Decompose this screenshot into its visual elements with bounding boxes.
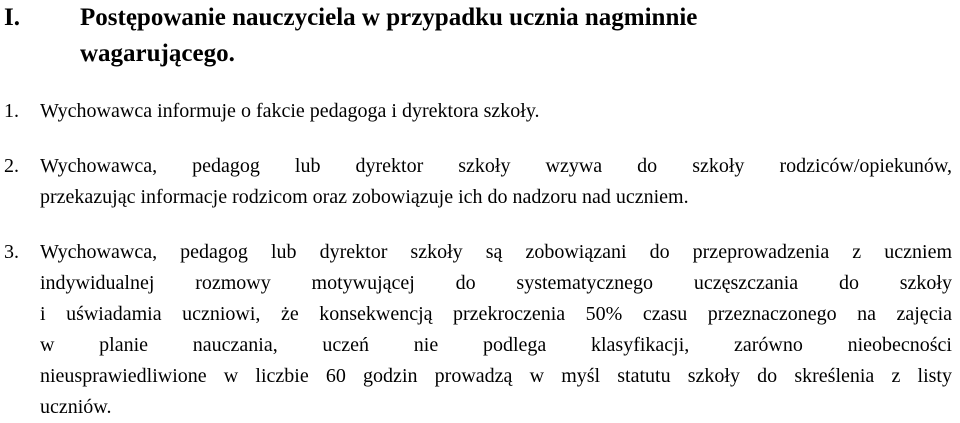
list-item-text <box>40 151 952 213</box>
list-item-number: 2. <box>4 155 19 177</box>
list-item-line: nieusprawiedliwione w liczbie 60 godzin prowadzą w myśl statutu szkoły do skreślenia z listy <box>40 365 952 387</box>
section-title <box>80 0 940 72</box>
list-item-line: i uświadamia uczniowi, że konsekwencją przekroczenia 50% czasu przeznaczonego na zajęcia <box>40 303 952 325</box>
list-item-line: przekazując informacje rodzicom oraz zobowiązuje ich do nadzoru nad uczniem. <box>40 186 689 208</box>
list-item-number: 3. <box>4 241 19 263</box>
list-item-text <box>40 96 952 127</box>
list-item-number: 1. <box>4 100 19 122</box>
section-number: I. <box>4 4 20 31</box>
list-item-line: Wychowawca, pedagog lub dyrektor szkoły są zobowiązani do przeprowadzenia z uczniem <box>40 241 952 263</box>
list-item-text <box>40 237 952 423</box>
list-item-line: indywidualnej rozmowy motywującej do systematycznego uczęszczania do szkoły <box>40 272 952 294</box>
list-item-line: Wychowawca informuje o fakcie pedagoga i dyrektora szkoły. <box>40 100 540 122</box>
list-item-line: uczniów. <box>40 396 112 418</box>
list-item-line: Wychowawca, pedagog lub dyrektor szkoły wzywa do szkoły rodziców/opiekunów, <box>40 155 952 177</box>
section-title-line-2: wagarującego. <box>80 40 235 67</box>
list-item-line: w planie nauczania, uczeń nie podlega klasyfikacji, zarówno nieobecności <box>40 334 952 356</box>
section-title-line-1: Postępowanie nauczyciela w przypadku ucznia nagminnie <box>80 4 698 31</box>
